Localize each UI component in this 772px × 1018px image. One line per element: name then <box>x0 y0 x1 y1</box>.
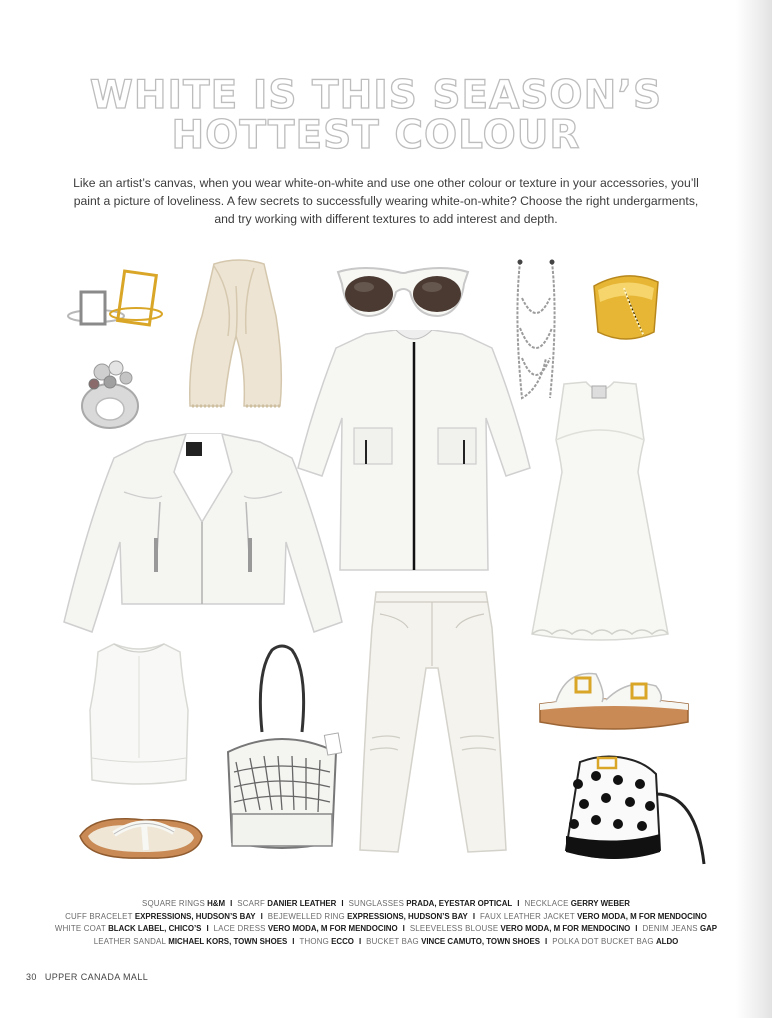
credit-separator: I <box>358 936 362 946</box>
credit-label: CUFF BRACELET <box>65 911 133 921</box>
credits-line-1 <box>30 898 742 911</box>
credit-brand: ALDO <box>655 936 679 946</box>
credit-separator: I <box>230 899 233 908</box>
bejewelled-ring-image <box>76 354 148 434</box>
credit-brand: VERO MODA, M FOR MENDOCINO <box>267 924 398 933</box>
credit-label: THONG <box>299 936 329 946</box>
polka-dot-bucket-bag-image <box>556 754 708 874</box>
credit-brand: MICHAEL KORS, TOWN SHOES <box>168 936 288 946</box>
cuff-bracelet-image <box>584 266 668 346</box>
credit-brand: ECCO <box>331 936 354 946</box>
credit-label: FAUX LEATHER JACKET <box>480 911 575 921</box>
square-rings-image <box>66 268 166 332</box>
credit-brand: EXPRESSIONS, HUDSON’S BAY <box>134 911 256 921</box>
credit-label: SCARF <box>237 899 266 908</box>
denim-jeans-image <box>358 588 508 856</box>
page-title <box>40 73 712 158</box>
intro-paragraph: Like an artist’s canvas, when you wear white-on-white and use one other colour or texture in your accessories, you’ll paint a picture of loveliness. A few secrets to successfully wearing white-on-white? Choose the right undergarments, and try working with different textures to add interest and depth. <box>73 176 699 226</box>
publication-name: UPPER CANADA MALL <box>44 972 149 982</box>
credit-brand: H&M <box>207 899 226 908</box>
credit-brand: VERO MODA, M FOR MENDOCINO <box>577 911 707 921</box>
credit-label: WHITE COAT <box>54 924 106 933</box>
title-line-2: HOTTEST COLOUR <box>171 113 581 158</box>
credit-label: BUCKET BAG <box>366 936 419 946</box>
credit-label: NECKLACE <box>524 899 569 908</box>
page-spine-shadow <box>736 0 772 1018</box>
page-number: 30 <box>26 972 37 982</box>
credits-line-3 <box>30 923 742 936</box>
credit-label: SQUARE RINGS <box>142 899 205 908</box>
credit-separator: I <box>260 911 263 921</box>
credit-brand: GERRY WEBER <box>570 899 630 908</box>
credit-label: BEJEWELLED RING <box>267 911 345 921</box>
credit-brand: DANIER LEATHER <box>267 899 337 908</box>
credit-label: SUNGLASSES <box>348 899 405 908</box>
credits-line-2 <box>30 911 742 924</box>
credit-label: POLKA DOT BUCKET BAG <box>552 936 654 946</box>
credit-separator: I <box>517 899 520 908</box>
lace-dress-image <box>528 380 672 642</box>
credit-separator: I <box>635 924 638 933</box>
credit-brand: BLACK LABEL, CHICO’S <box>108 924 202 933</box>
credit-separator: I <box>292 936 295 946</box>
white-coat-image <box>296 330 532 576</box>
credit-brand: VERO MODA, M FOR MENDOCINO <box>500 924 631 933</box>
credit-brand: PRADA, EYESTAR OPTICAL <box>406 899 513 908</box>
credit-label: LEATHER SANDAL <box>93 936 167 946</box>
credit-label: SLEEVELESS BLOUSE <box>409 924 499 933</box>
thong-image <box>74 810 206 866</box>
sleeveless-blouse-image <box>84 640 194 786</box>
page-footer <box>26 972 148 982</box>
credit-label: LACE DRESS <box>213 924 266 933</box>
product-credits <box>30 898 742 948</box>
credit-separator: I <box>341 899 344 908</box>
leather-sandal-image <box>536 664 692 736</box>
scarf-image <box>184 256 294 412</box>
credit-label: DENIM JEANS <box>642 924 698 933</box>
credit-separator: I <box>206 924 209 933</box>
credit-separator: I <box>402 924 405 933</box>
credits-line-4 <box>30 936 742 949</box>
credit-brand: EXPRESSIONS, HUDSON’S BAY <box>347 911 468 921</box>
title-line-1: WHITE IS THIS SEASON’S <box>89 73 663 118</box>
sunglasses-image <box>334 262 472 322</box>
credit-brand: VINCE CAMUTO, TOWN SHOES <box>421 936 541 946</box>
credit-separator: I <box>472 911 476 921</box>
credit-brand: GAP <box>699 924 718 933</box>
bucket-bag-image <box>216 642 348 862</box>
credit-separator: I <box>545 936 548 946</box>
